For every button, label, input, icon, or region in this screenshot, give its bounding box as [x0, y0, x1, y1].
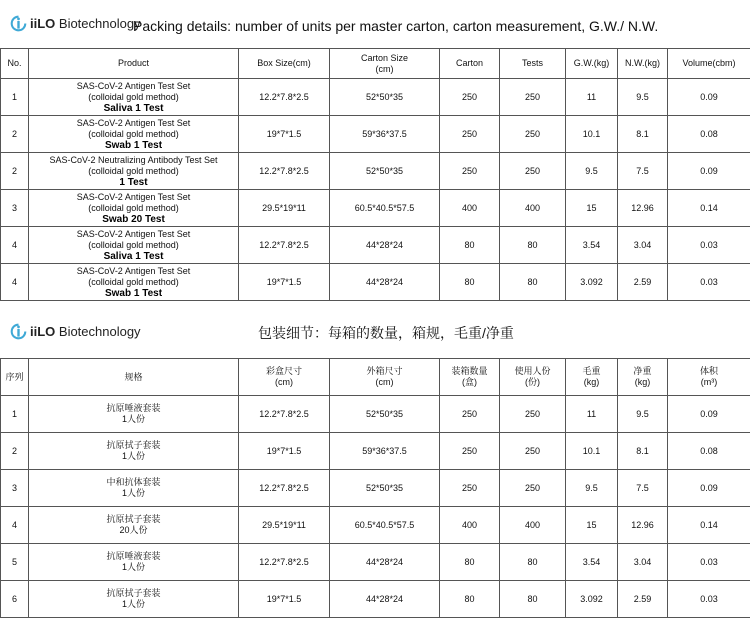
cell-carton: 80	[440, 264, 500, 301]
cell-product	[29, 79, 239, 116]
cell-carton_size: 60.5*40.5*57.5	[330, 507, 440, 544]
cell-gw: 11	[566, 396, 618, 433]
en-header-cell: G.W.(kg)	[566, 49, 618, 79]
cell-product	[29, 544, 239, 581]
cell-carton_size: 59*36*37.5	[330, 116, 440, 153]
cell-vol: 0.03	[668, 264, 750, 301]
cell-tests: 250	[500, 396, 566, 433]
cell-gw: 9.5	[566, 153, 618, 190]
en-header-cell: N.W.(kg)	[618, 49, 668, 79]
cell-tests: 80	[500, 581, 566, 618]
table-row	[1, 227, 750, 264]
cell-carton: 80	[440, 581, 500, 618]
cell-nw: 3.04	[618, 227, 668, 264]
en-header-cell: Tests	[500, 49, 566, 79]
cell-carton_size: 59*36*37.5	[330, 433, 440, 470]
cell-product	[29, 581, 239, 618]
cell-gw: 15	[566, 190, 618, 227]
cell-nw: 7.5	[618, 153, 668, 190]
cell-vol: 0.08	[668, 433, 750, 470]
cell-box: 19*7*1.5	[239, 264, 330, 301]
product-line: 1人份	[122, 488, 145, 499]
product-line: 1人份	[122, 414, 145, 425]
product-line: (colloidal gold method)	[88, 277, 179, 288]
cell-no: 6	[1, 581, 29, 618]
cell-nw: 9.5	[618, 396, 668, 433]
product-line: 抗原拭子套装	[106, 440, 160, 451]
cn-header-cell: 净重 (kg)	[618, 359, 668, 396]
cell-gw: 15	[566, 507, 618, 544]
cell-carton: 400	[440, 507, 500, 544]
cell-carton_size: 52*50*35	[330, 79, 440, 116]
logo-rest: Biotechnology	[55, 16, 140, 31]
cell-carton_size: 44*28*24	[330, 227, 440, 264]
cell-product	[29, 264, 239, 301]
cell-product	[29, 190, 239, 227]
product-line: Swab 1 Test	[105, 140, 162, 151]
cell-vol: 0.03	[668, 544, 750, 581]
cell-tests: 250	[500, 433, 566, 470]
table-row	[1, 470, 750, 507]
product-line: SAS-CoV-2 Neutralizing Antibody Test Set	[50, 155, 218, 166]
cell-no: 2	[1, 153, 29, 190]
cell-carton_size: 52*50*35	[330, 396, 440, 433]
product-line: (colloidal gold method)	[88, 240, 179, 251]
cn-header	[0, 301, 750, 358]
cell-tests: 250	[500, 470, 566, 507]
cell-box: 19*7*1.5	[239, 581, 330, 618]
cell-nw: 12.96	[618, 507, 668, 544]
cell-vol: 0.09	[668, 153, 750, 190]
cell-vol: 0.09	[668, 396, 750, 433]
cell-tests: 80	[500, 544, 566, 581]
cell-carton: 80	[440, 227, 500, 264]
cell-product	[29, 507, 239, 544]
table-row	[1, 116, 750, 153]
cell-gw: 3.092	[566, 581, 618, 618]
cell-no: 1	[1, 396, 29, 433]
cell-no: 4	[1, 264, 29, 301]
cell-nw: 2.59	[618, 264, 668, 301]
cell-carton: 250	[440, 470, 500, 507]
cell-product	[29, 153, 239, 190]
cell-carton: 250	[440, 433, 500, 470]
en-header-cell: Carton	[440, 49, 500, 79]
cell-nw: 8.1	[618, 116, 668, 153]
product-line: SAS-CoV-2 Antigen Test Set	[77, 81, 190, 92]
cell-carton: 250	[440, 396, 500, 433]
product-line: 1人份	[122, 451, 145, 462]
cell-tests: 400	[500, 507, 566, 544]
en-header-cell: Carton Size (cm)	[330, 49, 440, 79]
cell-box: 29.5*19*11	[239, 507, 330, 544]
cell-carton_size: 44*28*24	[330, 544, 440, 581]
cell-product	[29, 116, 239, 153]
cell-tests: 400	[500, 190, 566, 227]
cell-nw: 12.96	[618, 190, 668, 227]
cell-box: 12.2*7.8*2.5	[239, 470, 330, 507]
product-line: (colloidal gold method)	[88, 92, 179, 103]
cell-tests: 250	[500, 153, 566, 190]
cell-gw: 9.5	[566, 470, 618, 507]
page-title-en: Packing details: number of units per master carton, carton measurement, G.W./ N.W.	[133, 18, 658, 34]
cell-no: 4	[1, 227, 29, 264]
cell-vol: 0.03	[668, 227, 750, 264]
product-line: 中和抗体套装	[106, 477, 160, 488]
cn-header-row	[1, 359, 750, 396]
cell-product	[29, 470, 239, 507]
cell-box: 19*7*1.5	[239, 433, 330, 470]
cell-nw: 2.59	[618, 581, 668, 618]
cn-header-cell: 序列	[1, 359, 29, 396]
product-line: SAS-CoV-2 Antigen Test Set	[77, 266, 190, 277]
cell-carton_size: 52*50*35	[330, 470, 440, 507]
en-header-cell: Box Size(cm)	[239, 49, 330, 79]
cell-product	[29, 227, 239, 264]
cn-header-cell: 毛重 (kg)	[566, 359, 618, 396]
cell-gw: 3.092	[566, 264, 618, 301]
product-line: (colloidal gold method)	[88, 166, 179, 177]
table-row	[1, 581, 750, 618]
logo-bold: iiLO	[30, 16, 55, 31]
cell-vol: 0.14	[668, 190, 750, 227]
cn-header-cell: 彩盒尺寸 (cm)	[239, 359, 330, 396]
cell-carton: 250	[440, 116, 500, 153]
product-line: 抗原唾液套装	[106, 551, 160, 562]
cn-header-cell: 规格	[29, 359, 239, 396]
cell-box: 29.5*19*11	[239, 190, 330, 227]
table-row	[1, 396, 750, 433]
product-line: SAS-CoV-2 Antigen Test Set	[77, 192, 190, 203]
table-row	[1, 79, 750, 116]
cell-carton: 80	[440, 544, 500, 581]
product-line: Saliva 1 Test	[104, 103, 164, 114]
cell-gw: 3.54	[566, 544, 618, 581]
cn-header-cell: 体积 (m³)	[668, 359, 750, 396]
product-line: Saliva 1 Test	[104, 251, 164, 262]
cell-no: 4	[1, 507, 29, 544]
logo-bold: iiLO	[30, 324, 55, 339]
cell-no: 3	[1, 190, 29, 227]
cell-gw: 3.54	[566, 227, 618, 264]
cell-box: 12.2*7.8*2.5	[239, 153, 330, 190]
cn-header-cell: 外箱尺寸 (cm)	[330, 359, 440, 396]
logo-icon	[10, 323, 27, 340]
cell-product	[29, 396, 239, 433]
cell-box: 12.2*7.8*2.5	[239, 79, 330, 116]
logo-rest: Biotechnology	[55, 324, 140, 339]
product-line: Swab 20 Test	[102, 214, 165, 225]
cell-box: 12.2*7.8*2.5	[239, 396, 330, 433]
product-line: SAS-CoV-2 Antigen Test Set	[77, 118, 190, 129]
cell-no: 2	[1, 433, 29, 470]
cell-nw: 9.5	[618, 79, 668, 116]
cell-no: 3	[1, 470, 29, 507]
cell-box: 19*7*1.5	[239, 116, 330, 153]
en-header	[0, 0, 750, 48]
en-header-row	[1, 49, 750, 79]
table-row	[1, 264, 750, 301]
cell-vol: 0.09	[668, 79, 750, 116]
cn-header-cell: 装箱数量 (盒)	[440, 359, 500, 396]
cell-carton_size: 52*50*35	[330, 153, 440, 190]
table-row	[1, 544, 750, 581]
cell-carton: 400	[440, 190, 500, 227]
table-row	[1, 190, 750, 227]
cell-carton_size: 44*28*24	[330, 264, 440, 301]
cell-gw: 10.1	[566, 433, 618, 470]
cell-carton: 250	[440, 153, 500, 190]
cell-tests: 250	[500, 116, 566, 153]
product-line: 1人份	[122, 562, 145, 573]
cell-carton_size: 44*28*24	[330, 581, 440, 618]
product-line: 抗原唾液套装	[106, 403, 160, 414]
brand-logo-cn	[10, 323, 141, 340]
en-header-cell: No.	[1, 49, 29, 79]
logo-icon	[10, 15, 27, 32]
cell-nw: 3.04	[618, 544, 668, 581]
product-line: 1 Test	[119, 177, 147, 188]
cell-vol: 0.08	[668, 116, 750, 153]
cn-table	[0, 358, 750, 618]
table-row	[1, 153, 750, 190]
product-line: SAS-CoV-2 Antigen Test Set	[77, 229, 190, 240]
cell-vol: 0.14	[668, 507, 750, 544]
cell-no: 1	[1, 79, 29, 116]
product-line: 抗原拭子套装	[106, 588, 160, 599]
cell-tests: 250	[500, 79, 566, 116]
product-line: (colloidal gold method)	[88, 203, 179, 214]
page-title-cn: 包装细节：每箱的数量，箱规，毛重/净重	[258, 323, 514, 343]
cell-gw: 11	[566, 79, 618, 116]
cell-no: 5	[1, 544, 29, 581]
cn-header-cell: 使用人份 (份)	[500, 359, 566, 396]
product-line: 20人份	[119, 525, 147, 536]
table-row	[1, 433, 750, 470]
cell-no: 2	[1, 116, 29, 153]
cell-tests: 80	[500, 264, 566, 301]
cell-gw: 10.1	[566, 116, 618, 153]
cell-product	[29, 433, 239, 470]
cell-carton_size: 60.5*40.5*57.5	[330, 190, 440, 227]
en-header-cell: Volume(cbm)	[668, 49, 750, 79]
en-header-cell: Product	[29, 49, 239, 79]
brand-logo	[10, 15, 141, 32]
cell-box: 12.2*7.8*2.5	[239, 227, 330, 264]
product-line: 抗原拭子套装	[106, 514, 160, 525]
cell-nw: 7.5	[618, 470, 668, 507]
en-table	[0, 48, 750, 301]
cell-carton: 250	[440, 79, 500, 116]
cell-box: 12.2*7.8*2.5	[239, 544, 330, 581]
product-line: Swab 1 Test	[105, 288, 162, 299]
table-row	[1, 507, 750, 544]
cell-vol: 0.09	[668, 470, 750, 507]
product-line: (colloidal gold method)	[88, 129, 179, 140]
cell-tests: 80	[500, 227, 566, 264]
product-line: 1人份	[122, 599, 145, 610]
cell-nw: 8.1	[618, 433, 668, 470]
cell-vol: 0.03	[668, 581, 750, 618]
